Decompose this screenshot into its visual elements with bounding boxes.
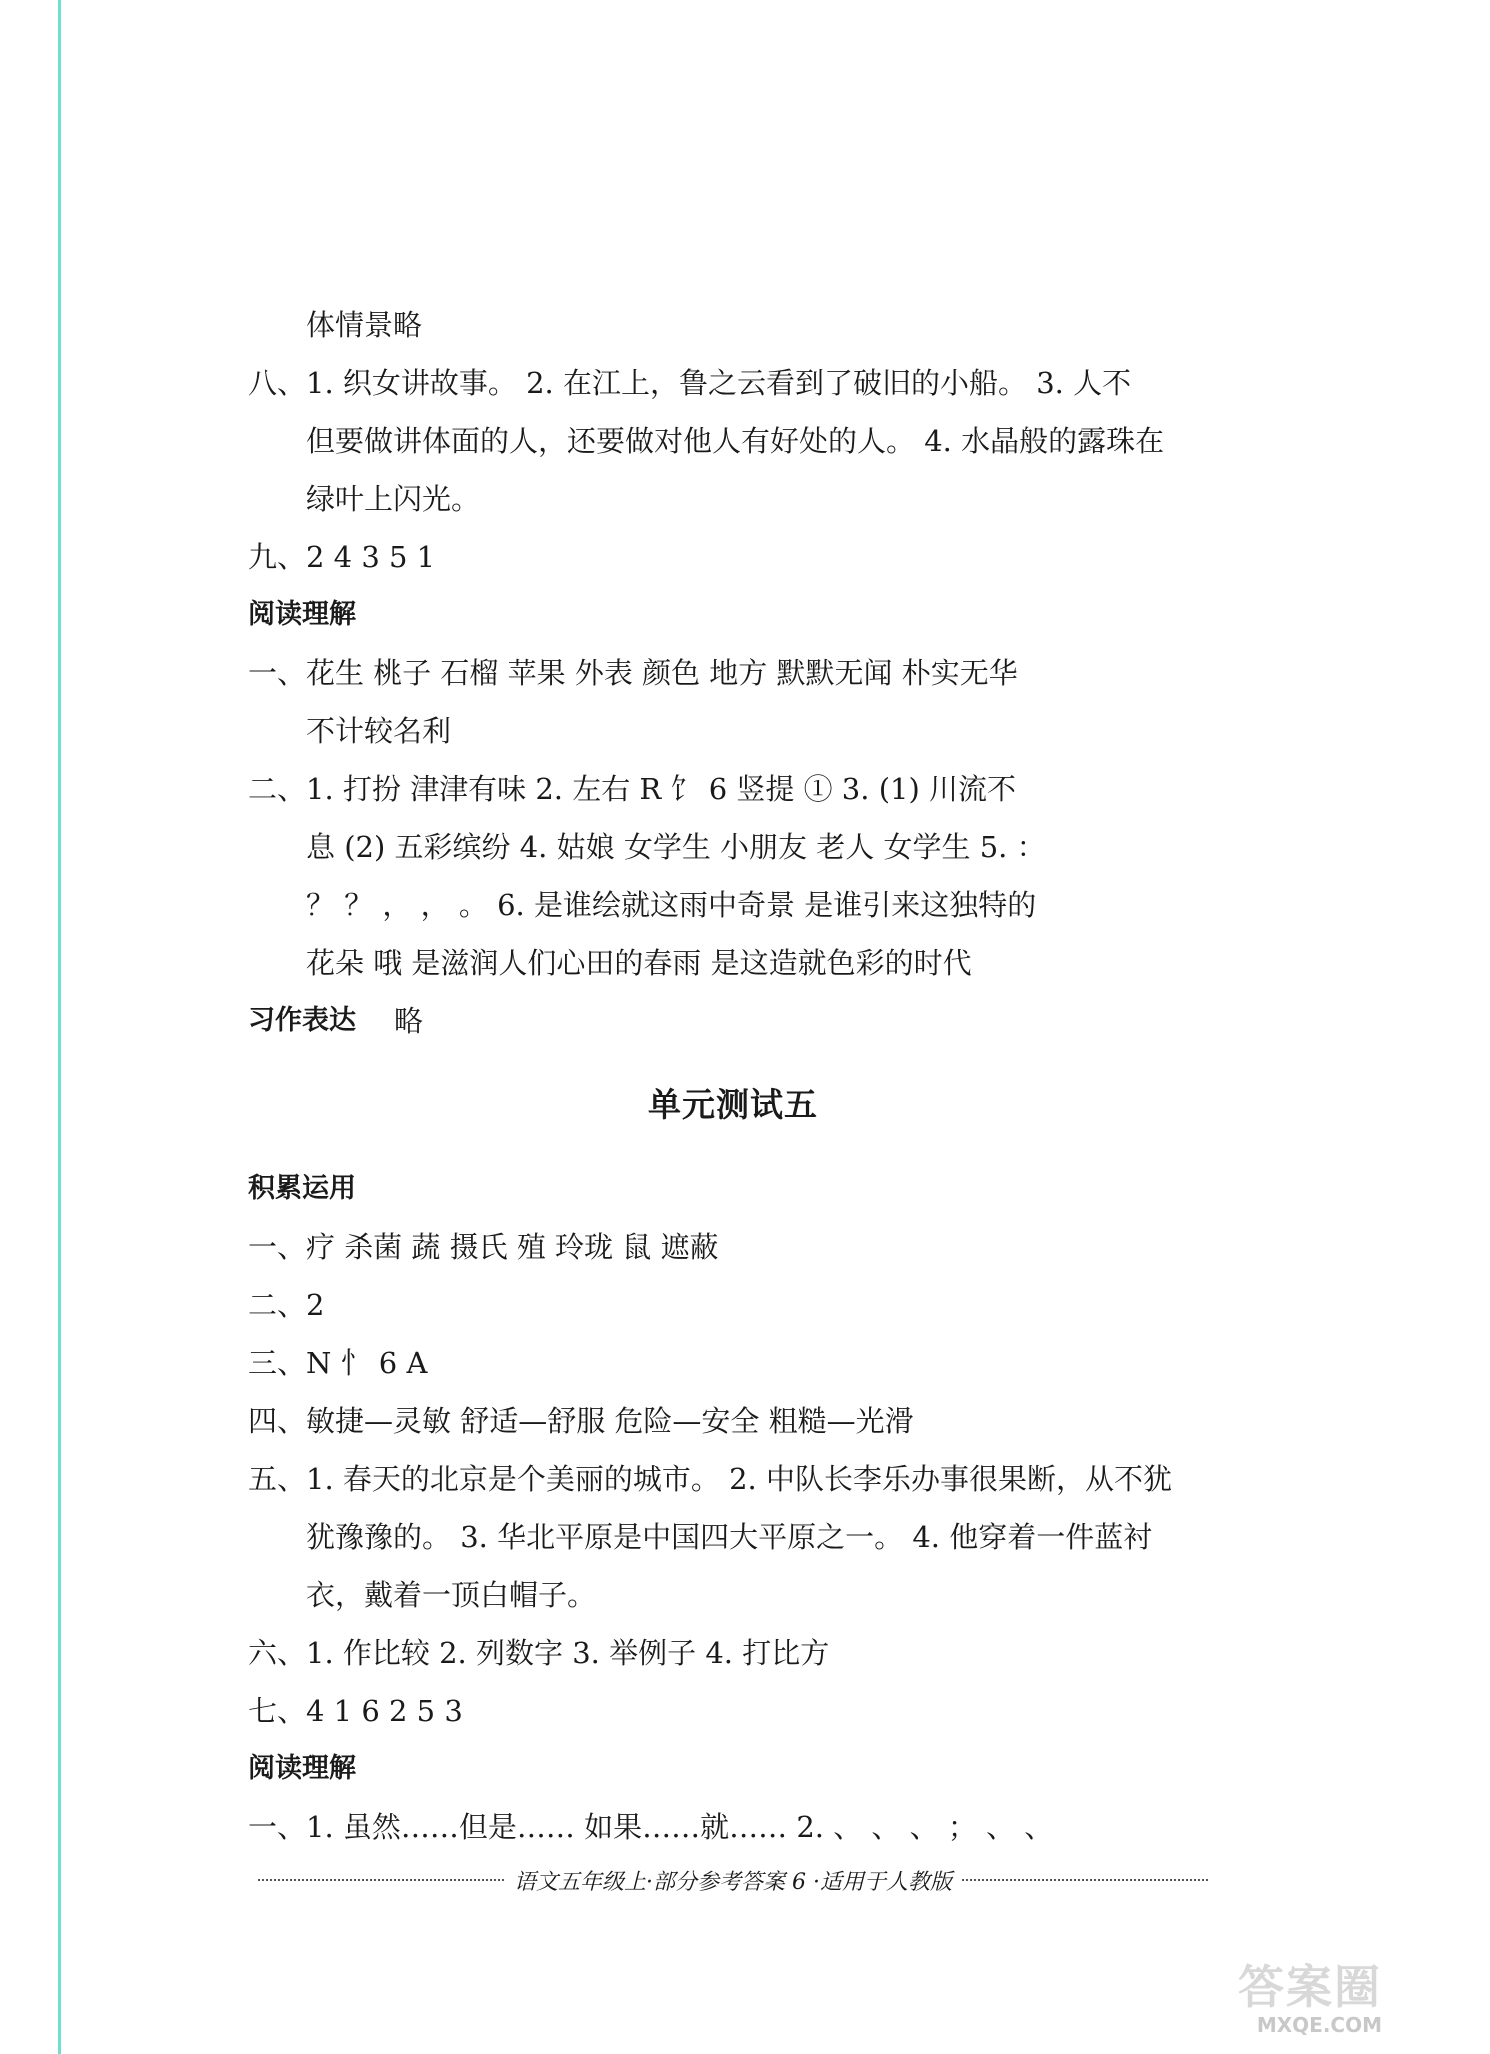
item-text: N 忄 6 A <box>306 1346 428 1380</box>
writing-line <box>248 992 1218 1050</box>
footer-dotted-rule-left <box>258 1879 504 1881</box>
answer-line <box>248 1334 1218 1392</box>
item-label: 三、 <box>248 1346 307 1380</box>
item-text: 花朵 哦 是滋润人们心田的春雨 是这造就色彩的时代 <box>306 946 972 980</box>
answer-line <box>248 1450 1218 1508</box>
unit-title: 单元测试五 <box>648 1085 818 1124</box>
answer-line <box>248 528 1218 586</box>
answer-line <box>248 354 1218 412</box>
answer-line <box>248 1392 1218 1450</box>
item-text: 1. 虽然……但是…… 如果……就…… 2. 、 、 、 ； 、 、 <box>306 1810 1054 1844</box>
answer-line <box>248 818 1218 876</box>
footer-text: 语文五年级上·部分参考答案 6 ·适用于人教版 <box>514 1869 952 1895</box>
item-label: 七、 <box>248 1694 307 1728</box>
answer-line <box>248 702 1218 760</box>
item-text: 花生 桃子 石榴 苹果 外表 颜色 地方 默默无闻 朴实无华 <box>306 656 1018 690</box>
item-text: 衣，戴着一顶白帽子。 <box>306 1578 597 1612</box>
answer-line <box>248 644 1218 702</box>
footer-dotted-rule-right <box>962 1879 1208 1881</box>
item-text: 1. 作比较 2. 列数字 3. 举例子 4. 打比方 <box>306 1636 830 1670</box>
answer-line <box>248 470 1218 528</box>
item-text: 4 1 6 2 5 3 <box>306 1694 463 1728</box>
item-text: 疗 杀菌 蔬 摄氏 殖 玲珑 鼠 遮蔽 <box>306 1230 719 1264</box>
item-text: 体情景略 <box>306 308 423 342</box>
item-label: 四、 <box>248 1404 307 1438</box>
answer-line <box>248 1276 1218 1334</box>
answer-line <box>248 1682 1218 1740</box>
section-heading-reading-2: 阅读理解 <box>248 1753 356 1784</box>
item-text: ？ ？ ， ， 。 6. 是谁绘就这雨中奇景 是谁引来这独特的 <box>306 888 1037 922</box>
writing-text: 略 <box>394 1004 424 1038</box>
site-watermark <box>1238 1962 1382 2038</box>
section-heading-reading: 阅读理解 <box>248 599 356 630</box>
answer-line <box>248 934 1218 992</box>
section-heading-accumulation: 积累运用 <box>248 1173 356 1204</box>
answer-line <box>248 760 1218 818</box>
answer-line <box>248 296 1218 354</box>
answer-content <box>248 296 1218 1856</box>
section-heading-writing: 习作表达 <box>248 1005 356 1036</box>
answer-line <box>248 1624 1218 1682</box>
item-label: 二、 <box>248 1288 307 1322</box>
item-text: 2 <box>306 1288 325 1322</box>
item-label: 九、 <box>248 540 307 574</box>
item-text: 2 4 3 5 1 <box>306 540 436 574</box>
item-text: 1. 打扮 津津有味 2. 左右 R 饣 6 竖提 ① 3. (1) 川流不 <box>306 772 1016 806</box>
item-text: 不计较名利 <box>306 714 452 748</box>
item-text: 1. 春天的北京是个美丽的城市。 2. 中队长李乐办事很果断，从不犹 <box>306 1462 1172 1496</box>
watermark-logo-text: 答案圈 <box>1238 1960 1382 2014</box>
item-label: 一、 <box>248 1230 307 1264</box>
item-text: 敏捷—灵敏 舒适—舒服 危险—安全 粗糙—光滑 <box>306 1404 914 1438</box>
answer-line <box>248 876 1218 934</box>
item-text: 绿叶上闪光。 <box>306 482 481 516</box>
item-label: 八、 <box>248 366 307 400</box>
item-text: 1. 织女讲故事。 2. 在江上，鲁之云看到了破旧的小船。 3. 人不 <box>306 366 1132 400</box>
item-label: 五、 <box>248 1462 307 1496</box>
item-label: 一、 <box>248 1810 307 1844</box>
page-footer <box>248 1862 1218 1898</box>
item-text: 息 (2) 五彩缤纷 4. 姑娘 女学生 小朋友 老人 女学生 5. ： <box>306 830 1046 864</box>
answer-line <box>248 1508 1218 1566</box>
item-text: 但要做讲体面的人，还要做对他人有好处的人。 4. 水晶般的露珠在 <box>306 424 1165 458</box>
item-label: 二、 <box>248 772 307 806</box>
watermark-url: MXQE.COM <box>1256 2013 1382 2037</box>
answer-line <box>248 1218 1218 1276</box>
answer-line <box>248 1798 1218 1856</box>
answer-line <box>248 412 1218 470</box>
answer-line <box>248 1566 1218 1624</box>
item-text: 犹豫豫的。 3. 华北平原是中国四大平原之一。 4. 他穿着一件蓝衬 <box>306 1520 1153 1554</box>
page-edge-line <box>58 0 61 2054</box>
item-label: 一、 <box>248 656 307 690</box>
item-label: 六、 <box>248 1636 307 1670</box>
